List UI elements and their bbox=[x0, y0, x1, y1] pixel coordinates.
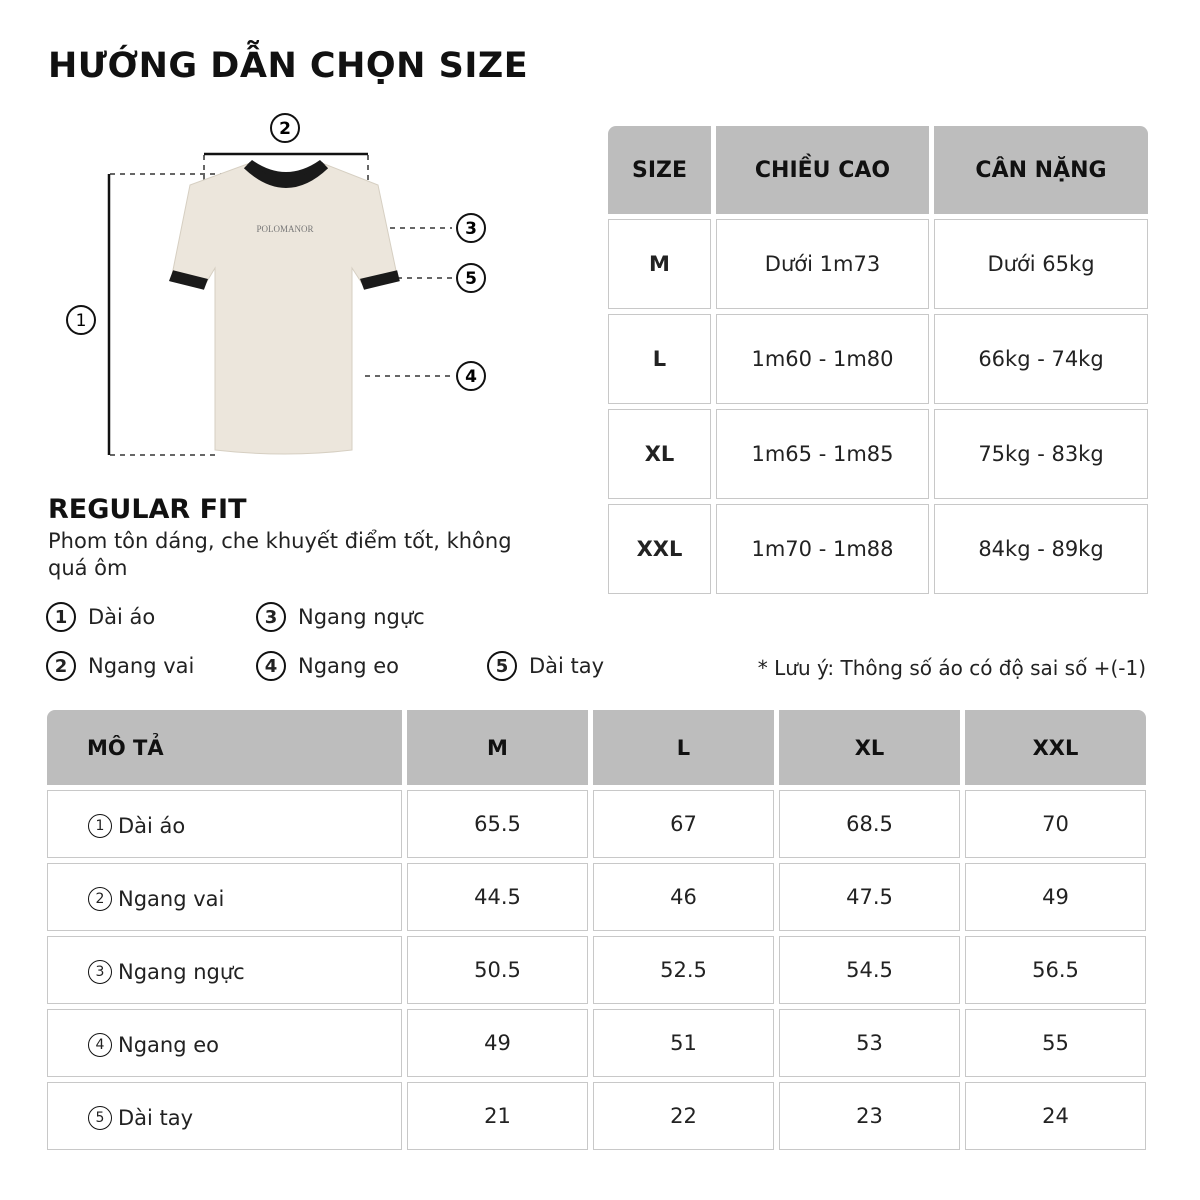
row-description bbox=[47, 790, 402, 858]
value-cell: 51 bbox=[593, 1009, 774, 1077]
legend-item-2 bbox=[46, 651, 194, 681]
row-label: Dài tay bbox=[118, 1105, 194, 1130]
brand-text: POLOMANOR bbox=[256, 224, 314, 234]
svg-text:4: 4 bbox=[465, 367, 477, 387]
legend-item-5 bbox=[487, 651, 604, 681]
height-cell: 1m65 - 1m85 bbox=[716, 409, 929, 499]
row-description bbox=[47, 936, 402, 1004]
size-cell: XXL bbox=[608, 504, 711, 594]
legend-number: 4 bbox=[256, 651, 286, 681]
table-row bbox=[47, 936, 1146, 1004]
marker-5 bbox=[457, 264, 485, 292]
value-cell: 53 bbox=[779, 1009, 960, 1077]
value-cell: 22 bbox=[593, 1082, 774, 1150]
row-description bbox=[47, 863, 402, 931]
value-cell: 23 bbox=[779, 1082, 960, 1150]
value-cell: 49 bbox=[965, 863, 1146, 931]
height-cell: 1m60 - 1m80 bbox=[716, 314, 929, 404]
row-number: 4 bbox=[88, 1033, 112, 1057]
row-number: 1 bbox=[88, 814, 112, 838]
legend-label: Dài tay bbox=[529, 654, 605, 678]
legend-number: 1 bbox=[46, 602, 76, 632]
size-recommendation-table bbox=[603, 121, 1153, 599]
table-row bbox=[47, 790, 1146, 858]
weight-cell: 66kg - 74kg bbox=[934, 314, 1148, 404]
tolerance-note: * Lưu ý: Thông số áo có độ sai số +(-1) bbox=[757, 656, 1146, 680]
height-cell: 1m70 - 1m88 bbox=[716, 504, 929, 594]
row-number: 3 bbox=[88, 960, 112, 984]
row-number: 5 bbox=[88, 1106, 112, 1130]
weight-cell: 84kg - 89kg bbox=[934, 504, 1148, 594]
header-size-l: L bbox=[593, 710, 774, 785]
height-cell: Dưới 1m73 bbox=[716, 219, 929, 309]
row-label: Ngang vai bbox=[118, 886, 225, 911]
value-cell: 55 bbox=[965, 1009, 1146, 1077]
legend-label: Ngang ngực bbox=[298, 605, 425, 629]
value-cell: 44.5 bbox=[407, 863, 588, 931]
svg-text:3: 3 bbox=[465, 219, 477, 239]
legend-item-1 bbox=[46, 602, 155, 632]
header-weight: CÂN NẶNG bbox=[934, 126, 1148, 214]
fit-description: Phom tôn dáng, che khuyết điểm tốt, không quá ôm bbox=[48, 529, 512, 580]
page-title: HƯỚNG DẪN CHỌN SIZE bbox=[48, 46, 529, 86]
value-cell: 24 bbox=[965, 1082, 1146, 1150]
row-number: 2 bbox=[88, 887, 112, 911]
value-cell: 50.5 bbox=[407, 936, 588, 1004]
value-cell: 56.5 bbox=[965, 936, 1146, 1004]
value-cell: 21 bbox=[407, 1082, 588, 1150]
weight-cell: Dưới 65kg bbox=[934, 219, 1148, 309]
shirt-body bbox=[171, 163, 398, 454]
table-row bbox=[47, 1009, 1146, 1077]
measurement-table bbox=[42, 705, 1151, 1155]
table-row bbox=[608, 314, 1148, 404]
table-row bbox=[608, 409, 1148, 499]
svg-text:5: 5 bbox=[465, 269, 477, 289]
header-height: CHIỀU CAO bbox=[716, 126, 929, 214]
row-description bbox=[47, 1009, 402, 1077]
table-row bbox=[47, 1082, 1146, 1150]
value-cell: 46 bbox=[593, 863, 774, 931]
legend-number: 3 bbox=[256, 602, 286, 632]
value-cell: 52.5 bbox=[593, 936, 774, 1004]
value-cell: 68.5 bbox=[779, 790, 960, 858]
value-cell: 47.5 bbox=[779, 863, 960, 931]
value-cell: 67 bbox=[593, 790, 774, 858]
table-row bbox=[47, 863, 1146, 931]
svg-text:1: 1 bbox=[75, 311, 87, 331]
value-cell: 54.5 bbox=[779, 936, 960, 1004]
row-description bbox=[47, 1082, 402, 1150]
value-cell: 65.5 bbox=[407, 790, 588, 858]
legend-item-3 bbox=[256, 602, 425, 632]
marker-1 bbox=[67, 306, 95, 334]
size-cell: XL bbox=[608, 409, 711, 499]
row-label: Ngang ngực bbox=[118, 959, 245, 984]
header-description: MÔ TẢ bbox=[47, 710, 402, 785]
marker-2 bbox=[271, 114, 299, 142]
row-label: Dài áo bbox=[118, 813, 186, 838]
svg-text:2: 2 bbox=[279, 119, 291, 139]
header-size-m: M bbox=[407, 710, 588, 785]
row-label: Ngang eo bbox=[118, 1032, 219, 1057]
size-cell: M bbox=[608, 219, 711, 309]
header-size: SIZE bbox=[608, 126, 711, 214]
header-size-xxl: XXL bbox=[965, 710, 1146, 785]
table-row bbox=[608, 504, 1148, 594]
header-size-xl: XL bbox=[779, 710, 960, 785]
marker-3 bbox=[457, 214, 485, 242]
size-cell: L bbox=[608, 314, 711, 404]
legend-label: Dài áo bbox=[88, 605, 156, 629]
value-cell: 70 bbox=[965, 790, 1146, 858]
value-cell: 49 bbox=[407, 1009, 588, 1077]
legend-number: 5 bbox=[487, 651, 517, 681]
tshirt-illustration bbox=[40, 110, 510, 480]
legend-item-4 bbox=[256, 651, 399, 681]
fit-title: REGULAR FIT bbox=[48, 494, 247, 525]
table-row bbox=[608, 219, 1148, 309]
table-header-row bbox=[47, 710, 1146, 785]
table-header-row bbox=[608, 126, 1148, 214]
weight-cell: 75kg - 83kg bbox=[934, 409, 1148, 499]
legend-label: Ngang vai bbox=[88, 654, 195, 678]
legend-number: 2 bbox=[46, 651, 76, 681]
legend-label: Ngang eo bbox=[298, 654, 399, 678]
marker-4 bbox=[457, 362, 485, 390]
